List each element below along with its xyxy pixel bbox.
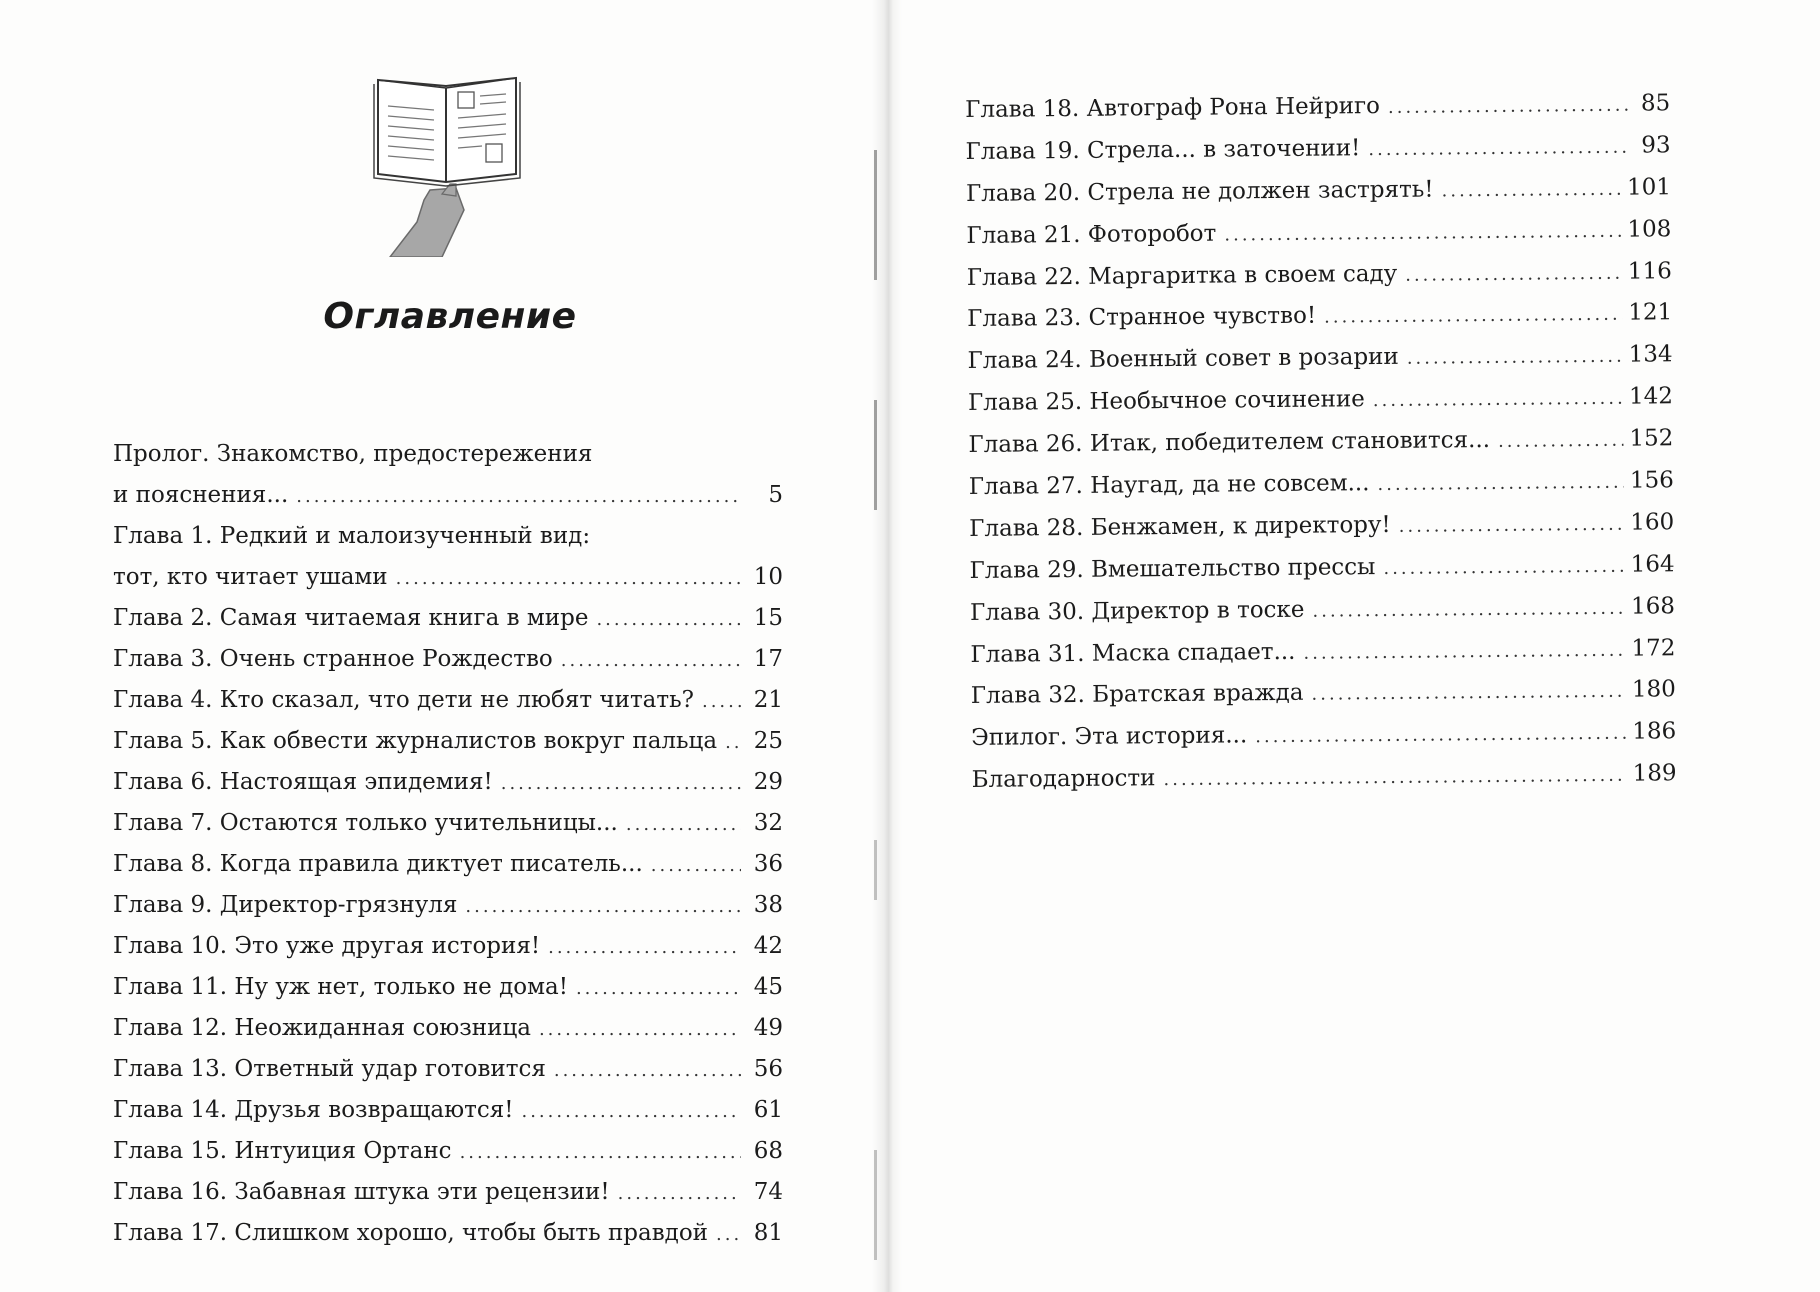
toc-entry[interactable]: [969, 460, 1674, 509]
leader-dots: [618, 1173, 741, 1214]
leader-dots: [1377, 462, 1624, 506]
toc-entry[interactable]: [113, 721, 783, 762]
leader-dots: [1405, 252, 1622, 296]
toc-entry-title: Глава 29. Вмешательство прессы: [969, 553, 1376, 584]
toc-entry[interactable]: [113, 1090, 783, 1131]
toc-entry[interactable]: [971, 712, 1676, 761]
open-book-in-hand-icon: [372, 72, 532, 257]
toc-entry-page: 189: [1632, 760, 1677, 787]
leader-dots: [1383, 545, 1625, 589]
leader-dots: [596, 599, 741, 640]
toc-entry-page: 29: [753, 769, 783, 795]
toc-entry-title: Глава 32. Братская вражда: [970, 680, 1304, 710]
leader-dots: [548, 927, 741, 968]
toc-entry-title: Глава 4. Кто сказал, что дети не любят читать?: [113, 687, 694, 713]
toc-entry-page: 81: [753, 1220, 783, 1246]
toc-entry[interactable]: [965, 83, 1670, 132]
toc-entry-page: 5: [768, 482, 783, 508]
toc-entry-title: Глава 31. Маска спадает...: [970, 638, 1296, 668]
toc-entry-page: 21: [753, 687, 783, 713]
toc-entry-page: 101: [1626, 174, 1672, 201]
toc-entry-page: 85: [1640, 90, 1671, 117]
toc-entry-page: 186: [1632, 718, 1677, 745]
gutter-shadow: [874, 1150, 877, 1260]
leader-dots: [1498, 420, 1624, 463]
toc-entry[interactable]: [970, 586, 1675, 635]
toc-entry-title: Глава 6. Настоящая эпидемия!: [113, 769, 493, 795]
toc-entry[interactable]: [967, 293, 1672, 342]
toc-left-page: [113, 434, 783, 1254]
toc-entry-title: Глава 27. Наугад, да не совсем...: [968, 470, 1370, 500]
toc-entry[interactable]: [113, 598, 783, 639]
toc-entry[interactable]: [969, 544, 1674, 593]
gutter-shadow: [874, 400, 877, 510]
leader-dots: [554, 1050, 741, 1091]
toc-entry-title: Глава 19. Стрела... в заточении!: [965, 135, 1361, 165]
toc-entry-page: 142: [1628, 383, 1674, 410]
toc-entry-page: 116: [1627, 257, 1672, 285]
leader-dots: [1441, 168, 1621, 212]
toc-entry-page: 172: [1631, 634, 1676, 662]
toc-entry[interactable]: [113, 639, 783, 680]
toc-entry-title: Благодарности: [971, 765, 1156, 794]
toc-entry-title: Глава 2. Самая читаемая книга в мире: [113, 605, 589, 631]
toc-entry-page: 168: [1630, 592, 1676, 620]
toc-entry-page: 49: [753, 1015, 783, 1041]
leader-dots: [1399, 504, 1625, 548]
toc-entry-page: 36: [753, 851, 783, 877]
toc-entry-title: Глава 5. Как обвести журналистов вокруг пальца: [113, 728, 718, 754]
page-title: Оглавление: [323, 296, 577, 337]
leader-dots: [725, 722, 741, 763]
toc-entry[interactable]: [965, 125, 1670, 174]
toc-entry-title: Глава 14. Друзья возвращаются!: [113, 1097, 514, 1123]
toc-entry-title: Глава 1. Редкий и малоизученный вид:: [113, 523, 591, 549]
toc-entry[interactable]: [113, 475, 783, 516]
toc-entry-page: 32: [753, 810, 783, 836]
toc-entry[interactable]: [113, 885, 783, 926]
toc-entry-page: 93: [1641, 132, 1671, 159]
gutter-shadow: [874, 150, 877, 280]
toc-entry[interactable]: [113, 1008, 783, 1049]
toc-entry-title: Глава 11. Ну уж нет, только не дома!: [113, 974, 568, 1000]
toc-entry-page: 164: [1630, 551, 1675, 578]
toc-entry-title: Глава 20. Стрела не должен застрять!: [965, 176, 1434, 207]
leader-dots: [1255, 713, 1626, 758]
toc-entry-page: 15: [753, 605, 783, 631]
toc-entry[interactable]: [113, 557, 783, 598]
leader-dots: [716, 1214, 741, 1255]
toc-entry-title: Глава 7. Остаются только учительницы...: [113, 810, 618, 836]
leader-dots: [576, 968, 741, 1009]
toc-entry-page: 160: [1630, 509, 1675, 536]
toc-entry-page: 121: [1628, 299, 1673, 327]
leader-dots: [1407, 336, 1623, 380]
toc-entry-title: Глава 9. Директор-грязнуля: [113, 892, 458, 918]
toc-entry-page: 42: [753, 933, 783, 959]
toc-entry[interactable]: [113, 1213, 783, 1254]
leader-dots: [702, 681, 741, 722]
toc-entry-page: 61: [753, 1097, 783, 1123]
toc-entry-title: Глава 15. Интуиция Ортанс: [113, 1138, 452, 1164]
leader-dots: [396, 558, 741, 599]
toc-entry-title: Глава 16. Забавная штука эти рецензии!: [113, 1179, 610, 1205]
toc-entry-title: Глава 28. Бенжамен, к директору!: [969, 511, 1391, 542]
toc-entry-page: 56: [753, 1056, 783, 1082]
leader-dots: [521, 1091, 741, 1132]
toc-entry-title: Глава 8. Когда правила диктует писатель...: [113, 851, 643, 877]
toc-entry-title: Глава 12. Неожиданная союзница: [113, 1015, 531, 1041]
toc-entry-title: Глава 18. Автограф Рона Нейриго: [965, 93, 1381, 123]
toc-entry[interactable]: [113, 926, 783, 967]
toc-entry-title: Глава 24. Военный совет в розарии: [967, 344, 1399, 375]
toc-entry-page: 10: [753, 564, 783, 590]
leader-dots: [501, 763, 741, 804]
toc-entry-title: Глава 21. Фоторобот: [966, 220, 1217, 249]
toc-entry[interactable]: [966, 209, 1671, 258]
leader-dots: [1368, 127, 1629, 171]
toc-entry-title: Глава 3. Очень странное Рождество: [113, 646, 553, 672]
toc-entry-title: тот, кто читает ушами: [113, 564, 388, 590]
toc-entry-page: 180: [1631, 676, 1676, 704]
toc-entry[interactable]: [113, 844, 783, 885]
toc-right-page: [965, 83, 1677, 802]
toc-entry[interactable]: [113, 434, 783, 475]
gutter-shadow: [874, 840, 877, 900]
toc-entry-page: 38: [753, 892, 783, 918]
toc-entry[interactable]: [968, 418, 1673, 467]
toc-entry[interactable]: [113, 1049, 783, 1090]
leader-dots: [626, 804, 741, 845]
leader-dots: [561, 640, 741, 681]
leader-dots: [1312, 587, 1625, 632]
toc-entry-page: 152: [1629, 425, 1674, 452]
toc-entry-page: 156: [1629, 467, 1674, 494]
toc-entry[interactable]: [113, 967, 783, 1008]
toc-entry-title: Глава 17. Слишком хорошо, чтобы быть правдой: [113, 1220, 709, 1246]
toc-entry[interactable]: [113, 1172, 783, 1213]
leader-dots: [1373, 378, 1624, 422]
toc-entry-page: 74: [753, 1179, 783, 1205]
toc-entry-title: Глава 10. Это уже другая история!: [113, 933, 541, 959]
toc-entry[interactable]: [113, 680, 783, 721]
toc-entry[interactable]: [966, 167, 1671, 216]
toc-entry-title: Эпилог. Эта история...: [971, 722, 1248, 752]
toc-entry-title: Глава 26. Итак, победителем становится...: [968, 427, 1491, 459]
toc-entry-page: 108: [1627, 215, 1672, 243]
toc-entry[interactable]: [971, 670, 1676, 719]
toc-entry-title: Глава 13. Ответный удар готовится: [113, 1056, 546, 1082]
toc-entry[interactable]: [113, 762, 783, 803]
toc-entry-title: Глава 23. Странное чувство!: [967, 303, 1317, 333]
toc-entry-page: 25: [753, 728, 783, 754]
leader-dots: [1311, 671, 1626, 716]
leader-dots: [460, 1132, 741, 1173]
toc-entry[interactable]: [969, 502, 1674, 551]
toc-entry[interactable]: [113, 803, 783, 844]
leader-dots: [1303, 629, 1625, 674]
leader-dots: [651, 845, 741, 886]
leader-dots: [1324, 294, 1623, 339]
toc-entry-title: и пояснения...: [113, 482, 289, 508]
leader-dots: [296, 476, 741, 517]
toc-entry-title: Глава 25. Необычное сочинение: [967, 386, 1365, 417]
leader-dots: [1224, 210, 1622, 256]
toc-entry[interactable]: [970, 628, 1675, 677]
toc-entry[interactable]: [967, 335, 1672, 384]
toc-entry[interactable]: [113, 1131, 783, 1172]
toc-entry-page: 68: [753, 1138, 783, 1164]
toc-entry[interactable]: [971, 753, 1676, 802]
toc-entry-title: Пролог. Знакомство, предостережения: [113, 441, 593, 467]
leader-dots: [1163, 755, 1627, 801]
toc-entry-page: 134: [1628, 341, 1673, 368]
toc-entry-page: 45: [753, 974, 783, 1000]
leader-dots: [465, 886, 741, 927]
toc-entry-page: 17: [753, 646, 783, 672]
leader-dots: [1388, 85, 1629, 129]
leader-dots: [539, 1009, 741, 1050]
toc-entry[interactable]: [968, 376, 1673, 425]
toc-entry-title: Глава 22. Маргаритка в своем саду: [966, 260, 1398, 291]
toc-entry-title: Глава 30. Директор в тоске: [969, 596, 1305, 626]
toc-entry[interactable]: [967, 251, 1672, 300]
toc-entry[interactable]: [113, 516, 783, 557]
